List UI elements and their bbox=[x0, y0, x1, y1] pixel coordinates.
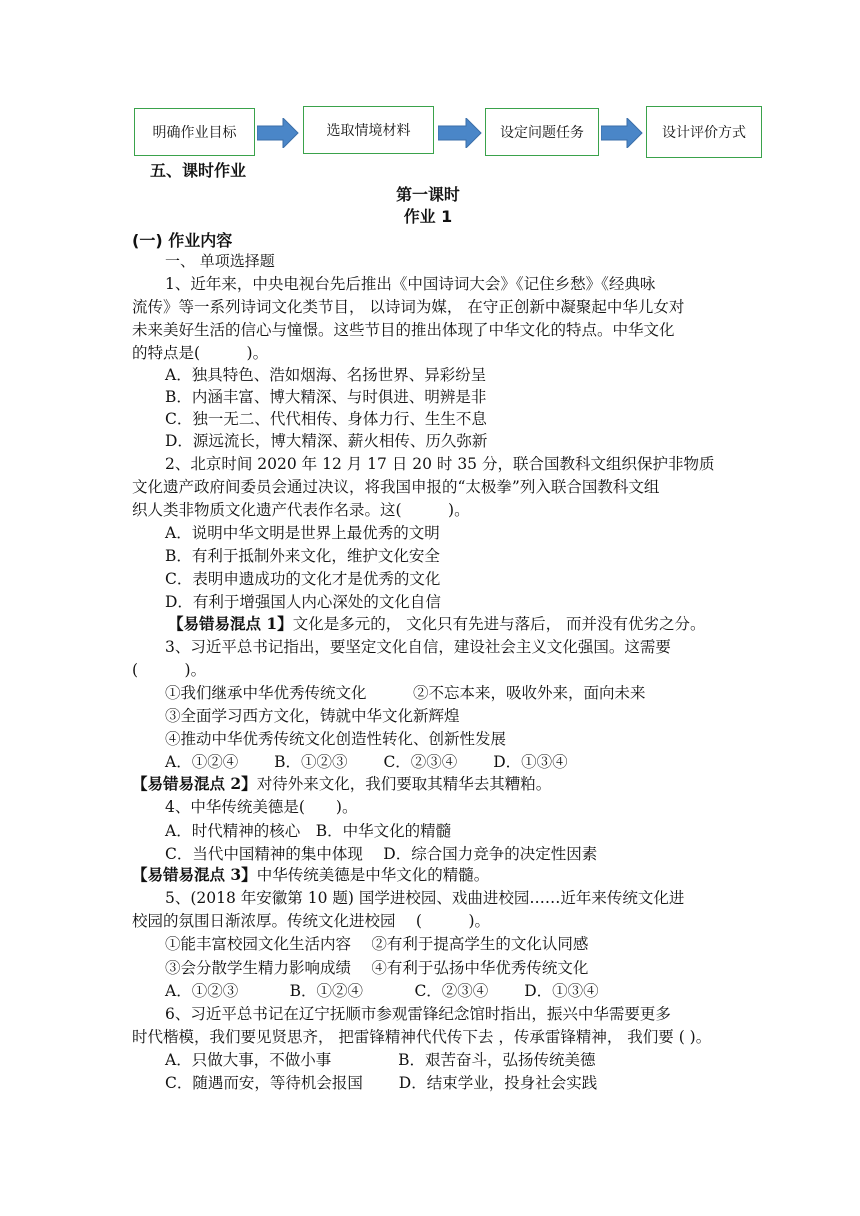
error-note-text: 中华传统美德是中华文化的精髓。 bbox=[256, 866, 490, 884]
answer-option: D．源远流长，博大精深、薪火相传、历久弥新 bbox=[165, 432, 488, 450]
text-line: 校园的氛围日渐浓厚。传统文化进校园 ( )。 bbox=[132, 912, 491, 930]
assignment-title: 作业 1 bbox=[403, 207, 453, 226]
flow-step-label: 设计评价方式 bbox=[662, 125, 746, 141]
answer-option: B．内涵丰富、博大精深、与时俱进、明辨是非 bbox=[165, 388, 487, 406]
statement-item: ③会分散学生精力影响成绩 ④有利于弘扬中华优秀传统文化 bbox=[165, 959, 589, 977]
statement-item: ④推动中华优秀传统文化创造性转化、创新性发展 bbox=[165, 730, 507, 748]
text-line: 流传》等一系列诗词文化类节目， 以诗词为媒， 在守正创新中凝聚起中华儿女对 bbox=[132, 298, 685, 316]
answer-option: C．当代中国精神的集中体现 D．综合国力竞争的决定性因素 bbox=[165, 845, 598, 863]
statement-item: ①能丰富校园文化生活内容 ②有利于提高学生的文化认同感 bbox=[165, 935, 589, 953]
workflow-diagram bbox=[0, 106, 860, 156]
text-line: ( )。 bbox=[132, 661, 207, 679]
error-note-text: 文化是多元的， 文化只有先进与落后， 而并没有优劣之分。 bbox=[292, 615, 706, 633]
error-note bbox=[132, 864, 489, 886]
section-heading: 五、课时作业 bbox=[150, 161, 247, 180]
answer-option: B．有利于抵制外来文化，维护文化安全 bbox=[165, 547, 440, 565]
text-line: 织人类非物质文化遗产代表作名录。这( )。 bbox=[132, 501, 470, 519]
flow-step-4 bbox=[646, 106, 762, 158]
answer-options-row: A．①②④ B．①②③ C．②③④ D．①③④ bbox=[165, 753, 568, 771]
right-arrow-icon bbox=[257, 118, 299, 148]
statement-item: ③全面学习西方文化，铸就中华文化新辉煌 bbox=[165, 707, 460, 725]
text-line: 4、中华传统美德是( )。 bbox=[165, 798, 358, 816]
error-note-text: 对待外来文化，我们要取其精华去其糟粕。 bbox=[256, 775, 552, 793]
text-line: 6、习近平总书记在辽宁抚顺市参观雷锋纪念馆时指出，振兴中华需要更多 bbox=[165, 1005, 671, 1023]
answer-option: C．表明申遗成功的文化才是优秀的文化 bbox=[165, 570, 441, 588]
answer-options-row: A．只做大事，不做小事 B．艰苦奋斗，弘扬传统美德 bbox=[165, 1051, 596, 1069]
flow-step-label: 选取情境材料 bbox=[326, 123, 411, 139]
flow-step-2 bbox=[303, 106, 434, 154]
text-line: 未来美好生活的信心与憧憬。这些节目的推出体现了中华文化的特点。中华文化 bbox=[132, 321, 675, 339]
error-note-label: 【易错易混点 1】 bbox=[168, 614, 293, 633]
text-line: 的特点是( )。 bbox=[132, 344, 269, 362]
answer-options-row: C．随遇而安，等待机会报国 D．结束学业，投身社会实践 bbox=[165, 1074, 598, 1092]
lesson-title: 第一课时 bbox=[396, 185, 460, 204]
question-type-heading: 一、 单项选择题 bbox=[165, 252, 275, 270]
text-line: 2、北京时间 2020 年 12 月 17 日 20 时 35 分，联合国教科文组织保护非物质 bbox=[165, 455, 715, 473]
flow-step-label: 明确作业目标 bbox=[152, 125, 237, 141]
right-arrow-icon bbox=[438, 118, 482, 148]
answer-option: D．有利于增强国人内心深处的文化自信 bbox=[165, 593, 441, 611]
error-note bbox=[168, 613, 706, 635]
text-line: 1、近年来，中央电视台先后推出《中国诗词大会》《记住乡愁》《经典咏 bbox=[165, 275, 656, 293]
answer-option: A．独具特色、浩如烟海、名扬世界、异彩纷呈 bbox=[165, 366, 487, 384]
answer-options-row: A．①②③ B．①②④ C．②③④ D．①③④ bbox=[165, 982, 599, 1000]
text-line: 文化遗产政府间委员会通过决议，将我国申报的“太极拳”列入联合国教科文组 bbox=[132, 478, 660, 496]
error-note-label: 【易错易混点 3】 bbox=[132, 865, 257, 884]
flow-step-1 bbox=[134, 108, 255, 156]
error-note-label: 【易错易混点 2】 bbox=[132, 774, 257, 793]
flow-step-3 bbox=[485, 108, 599, 156]
flow-step-label: 设定问题任务 bbox=[500, 125, 584, 141]
statement-item: ①我们继承中华优秀传统文化 ②不忘本来，吸收外来，面向未来 bbox=[165, 684, 646, 702]
answer-option: A．时代精神的核心 B．中华文化的精髓 bbox=[165, 822, 452, 840]
text-line: 3、习近平总书记指出，要坚定文化自信，建设社会主义文化强国。这需要 bbox=[165, 638, 671, 656]
error-note bbox=[132, 773, 551, 795]
right-arrow-icon bbox=[601, 118, 643, 148]
answer-option: A．说明中华文明是世界上最优秀的文明 bbox=[165, 524, 440, 542]
text-line: 时代楷模，我们要见贤思齐， 把雷锋精神代代传下去 ，传承雷锋精神， 我们要 ( )。 bbox=[132, 1028, 712, 1046]
text-line: 5、(2018 年安徽第 10 题) 国学进校园、戏曲进校园……近年来传统文化进 bbox=[165, 889, 685, 907]
answer-option: C．独一无二、代代相传、身体力行、生生不息 bbox=[165, 410, 487, 428]
part-heading: (一) 作业内容 bbox=[132, 231, 233, 250]
